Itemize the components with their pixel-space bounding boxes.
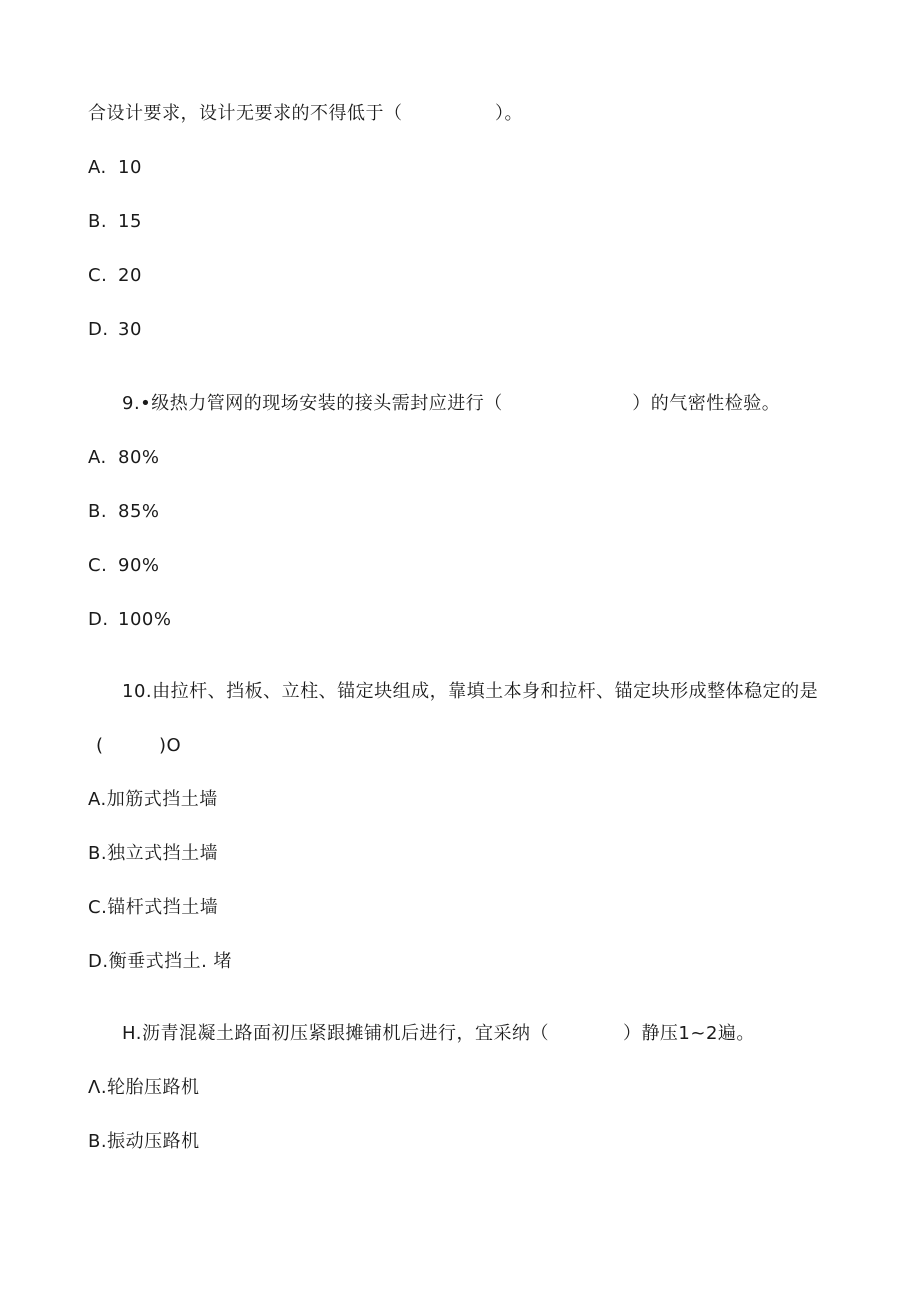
q11-option-b: B.振动压路机 (88, 1131, 200, 1152)
q10-option-c: C.锚杆式挡土墙 (88, 897, 219, 918)
q8-option-c (88, 264, 142, 288)
option-letter: C. (88, 265, 108, 286)
question-9-stem: 9.•级热力管网的现场安装的接头需封应进行（ ）的气密性检验。 (122, 393, 781, 414)
q10-option-b: B.独立式挡土墙 (88, 843, 219, 864)
option-text: 10 (118, 157, 142, 178)
question-10-blank: ( )O (96, 735, 182, 756)
q8-option-a (88, 156, 142, 180)
q8-option-d (88, 318, 142, 342)
option-letter: D. (88, 609, 109, 630)
option-text: 85% (118, 501, 160, 522)
option-text: 20 (118, 265, 142, 286)
option-text: 30 (118, 319, 142, 340)
option-letter: A. (88, 157, 107, 178)
q10-option-d: D.衡垂式挡土. 堵 (88, 951, 233, 972)
option-letter: B. (88, 211, 108, 232)
option-letter: D. (88, 319, 109, 340)
option-text: 80% (118, 447, 160, 468)
question-10-stem: 10.由拉杆、挡板、立柱、锚定块组成，靠填土本身和拉杆、锚定块形成整体稳定的是 (122, 681, 819, 702)
q9-option-a (88, 446, 160, 470)
q8-option-b (88, 210, 142, 234)
q9-option-c (88, 554, 160, 578)
option-letter: A. (88, 447, 107, 468)
question-8-stem-tail: 合设计要求，设计无要求的不得低于（ ）。 (88, 103, 523, 124)
q9-option-b (88, 500, 160, 524)
q10-option-a: A.加筋式挡土墙 (88, 789, 218, 810)
option-letter: B. (88, 501, 108, 522)
option-text: 100% (118, 609, 172, 630)
q11-option-a: Λ.轮胎压路机 (88, 1077, 200, 1098)
option-text: 90% (118, 555, 160, 576)
question-11-stem: H.沥青混凝土路面初压紧跟摊铺机后进行，宜采纳（ ）静压1~2遍。 (122, 1023, 755, 1044)
option-letter: C. (88, 555, 108, 576)
option-text: 15 (118, 211, 142, 232)
q9-option-d (88, 608, 171, 632)
